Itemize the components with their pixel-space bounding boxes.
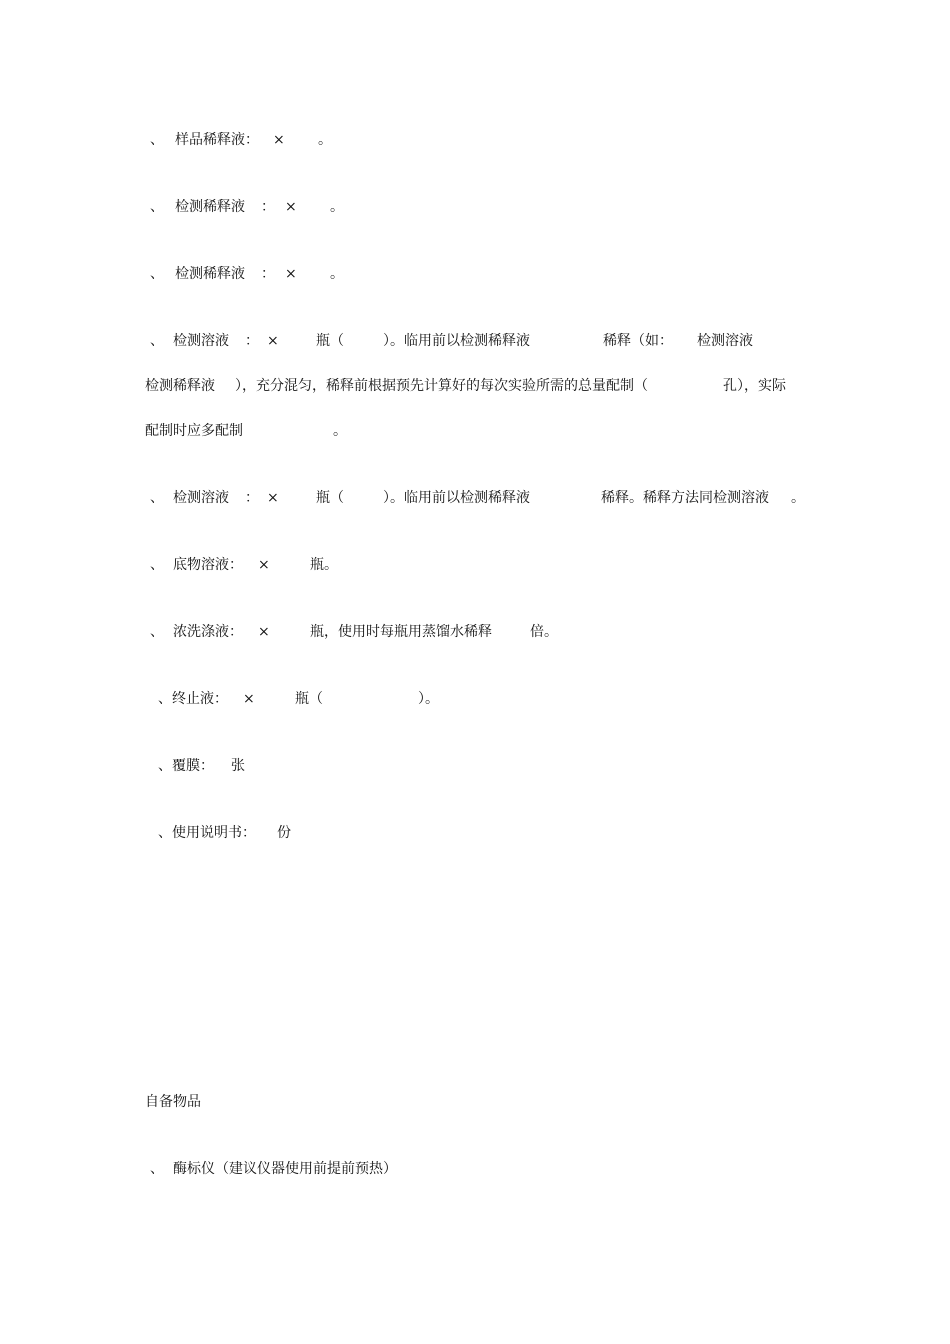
section-title: 自备物品 bbox=[145, 1094, 201, 1110]
mixing-text: ），充分混匀，稀释前根据预先计算好的每次实验所需的总量配制（ bbox=[235, 378, 648, 394]
colon: ： bbox=[261, 199, 275, 215]
colon: ： bbox=[261, 266, 275, 282]
period: 。 bbox=[791, 490, 805, 506]
period: 。 bbox=[333, 423, 347, 439]
item-label: 检测稀释液 bbox=[175, 199, 245, 215]
times-sign: × bbox=[258, 557, 270, 573]
times-sign: × bbox=[243, 691, 255, 707]
item-sample-diluent bbox=[150, 130, 550, 150]
item-detection-diluent-b bbox=[150, 264, 550, 284]
bottle-text: 瓶（ bbox=[316, 333, 344, 349]
times-sign: × bbox=[285, 266, 297, 282]
bottle-text: 瓶（ bbox=[316, 490, 344, 506]
item-label: 检测稀释液 bbox=[175, 266, 245, 282]
bottle-text: 瓶（ bbox=[295, 691, 323, 707]
period: 。 bbox=[330, 199, 344, 215]
unit-text: 份 bbox=[277, 825, 291, 841]
period: 。 bbox=[330, 266, 344, 282]
item-label: 样品稀释液： bbox=[175, 132, 259, 148]
item-label: 、使用说明书： bbox=[158, 825, 256, 841]
period: ）。 bbox=[418, 691, 439, 707]
item-detection-diluent-a bbox=[150, 197, 550, 217]
instruction-text: ）。临用前以检测稀释液 bbox=[383, 490, 530, 506]
unit-text: 瓶。 bbox=[310, 557, 338, 573]
colon: ： bbox=[245, 490, 259, 506]
item-detection-solution-a bbox=[150, 331, 810, 351]
item-label: 酶标仪（建议仪器使用前提前预热） bbox=[173, 1161, 397, 1177]
item-detection-solution-a-cont bbox=[145, 376, 810, 396]
hole-text: 孔），实际 bbox=[723, 378, 786, 394]
unit-text: 张 bbox=[231, 758, 245, 774]
colon: ： bbox=[245, 333, 259, 349]
dilute-text: 稀释。稀释方法同检测溶液 bbox=[601, 490, 769, 506]
diluent-text: 检测稀释液 bbox=[145, 378, 215, 394]
solution-text: 检测溶液 bbox=[697, 333, 753, 349]
times-sign: × bbox=[267, 333, 279, 349]
times-sign: × bbox=[273, 132, 285, 148]
item-label: 浓洗涤液： bbox=[173, 624, 243, 640]
list-mark: 、 bbox=[150, 1161, 164, 1177]
instruction-text: ）。临用前以检测稀释液 bbox=[383, 333, 530, 349]
item-plate-seal bbox=[158, 756, 458, 776]
period: 。 bbox=[318, 132, 332, 148]
item-detection-solution-a-end bbox=[145, 421, 445, 441]
prepare-text: 配制时应多配制 bbox=[145, 423, 243, 439]
unit-text: 瓶，使用时每瓶用蒸馏水稀释 bbox=[310, 624, 492, 640]
item-microplate-reader bbox=[150, 1159, 550, 1179]
item-label: 、覆膜： bbox=[158, 758, 214, 774]
times-sign: × bbox=[285, 199, 297, 215]
item-substrate bbox=[150, 555, 550, 575]
dilute-text: 稀释（如： bbox=[603, 333, 673, 349]
item-detection-solution-b bbox=[150, 488, 810, 508]
times-sign: × bbox=[258, 624, 270, 640]
item-label: 、终止液： bbox=[158, 691, 228, 707]
list-mark: 、 bbox=[150, 132, 164, 148]
fold-text: 倍。 bbox=[530, 624, 558, 640]
item-manual bbox=[158, 823, 458, 843]
list-mark: 、 bbox=[150, 199, 164, 215]
item-label: 检测溶液 bbox=[173, 333, 229, 349]
list-mark: 、 bbox=[150, 624, 164, 640]
item-stop-solution bbox=[158, 689, 558, 709]
list-mark: 、 bbox=[150, 490, 164, 506]
list-mark: 、 bbox=[150, 266, 164, 282]
item-label: 检测溶液 bbox=[173, 490, 229, 506]
list-mark: 、 bbox=[150, 333, 164, 349]
times-sign: × bbox=[267, 490, 279, 506]
item-wash-concentrate bbox=[150, 622, 650, 642]
list-mark: 、 bbox=[150, 557, 164, 573]
item-label: 底物溶液： bbox=[173, 557, 243, 573]
